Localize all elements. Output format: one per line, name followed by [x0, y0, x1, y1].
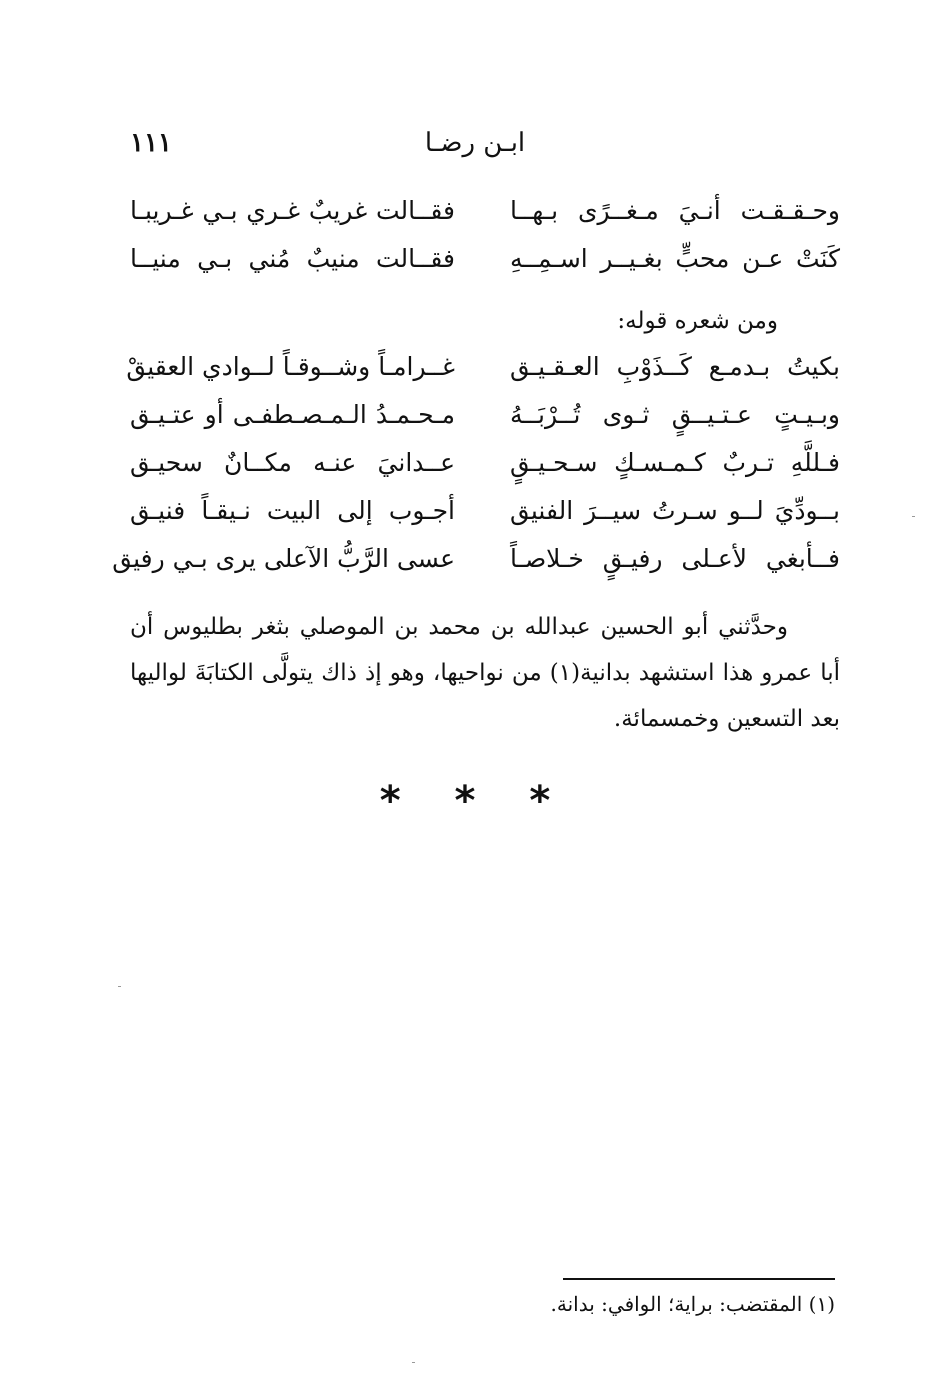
verse-first-hemistich: بــودِّيَ لــو سـرتُ سيــرَ الفنيق	[510, 496, 840, 525]
verse-first-hemistich: وحـقـقـت أنـيَ مـغــرًى بـهــا	[510, 196, 840, 225]
verse-first-hemistich: فــأبغي لأعـلى رفيـقٍ خـلاصـاً	[510, 544, 840, 573]
verse-second-hemistich: غــرامـاً وشــوقـاً لــوادي العقيقْ	[126, 352, 455, 381]
prose-paragraph	[130, 604, 840, 742]
prose-text: وحدَّثني أبو الحسين عبدالله بن محمد بن الموصلي بثغر بطليوس أن أبا عمرو هذا استشهد بدانية(١) من نواحيها، وهو إذ ذاك يتولَّى الكتابَةَ لواليها بعد التسعين وخمسمائة.	[130, 614, 841, 732]
page-number: ١١١	[130, 128, 172, 158]
verse-second-hemistich: فقــالت غريبٌ غـري بـي غـريبـا	[130, 196, 455, 225]
verse-second-hemistich: عــدانيَ عنـه مكــانٌ سحيـق	[130, 448, 455, 477]
footnote: (١) المقتضب: براية؛ الوافي: بدانة.	[550, 1292, 835, 1316]
scan-speck	[412, 1362, 415, 1363]
verse-line	[130, 448, 840, 492]
verse-second-hemistich: عسى الرَّبُّ الآعلى يرى بـي رفيق	[112, 544, 455, 573]
verse-first-hemistich: كَنَتْ عـن محبٍّ بغـيــر اسـمِــهِ	[510, 244, 840, 273]
poem-intro: ومن شعره قوله:	[617, 308, 778, 334]
verse-line	[126, 352, 840, 396]
verse-second-hemistich: فقــالت منيبٌ مُني بـي منيــا	[130, 244, 455, 273]
running-header-title: ابـن رضـا	[424, 128, 526, 158]
section-separator: * * *	[379, 778, 571, 824]
scan-speck	[118, 986, 121, 987]
verse-line	[112, 544, 840, 588]
scan-speck	[912, 516, 915, 517]
verse-second-hemistich: أجـوب إلى البيت نـيقـاً فنيـق	[130, 496, 455, 525]
verse-first-hemistich: فـللَّهِ تـربٌ كـمـسـكٍ سـحـيـقٍ	[510, 448, 840, 477]
footnote-rule	[563, 1278, 835, 1280]
verse-second-hemistich: مـحـمـدُ الـمـصـطفـى أو عتـيـق	[130, 400, 455, 429]
verse-first-hemistich: بكيتُ بـدمـع كَــذَوْبِ العـقـيـق	[510, 352, 840, 381]
verse-line	[130, 244, 840, 288]
verse-line	[130, 496, 840, 540]
verse-line	[130, 400, 840, 444]
verse-line	[130, 196, 840, 240]
verse-first-hemistich: وبـيـتٍ عـتـيــقٍ ثـوى تُــرْبَــهُ	[510, 400, 840, 429]
